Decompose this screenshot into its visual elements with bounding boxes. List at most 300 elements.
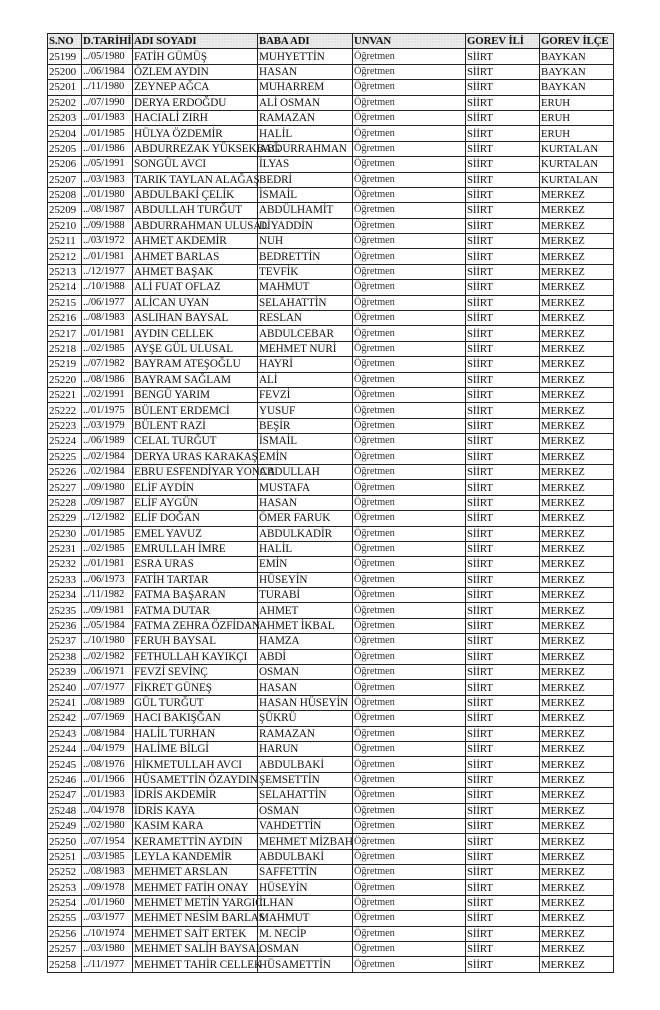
cell-title: Öğretmen [353,264,466,279]
cell-birth-date: ../03/1972 [82,234,133,249]
cell-birth-date: ../06/1984 [82,64,133,79]
cell-title: Öğretmen [353,695,466,710]
cell-province: SİİRT [466,234,540,249]
cell-father-name: İLYAS [258,157,353,172]
cell-sno: 25225 [48,449,82,464]
cell-sno: 25251 [48,849,82,864]
cell-province: SİİRT [466,64,540,79]
cell-district: MERKEZ [540,526,614,541]
cell-title: Öğretmen [353,449,466,464]
cell-title: Öğretmen [353,880,466,895]
cell-title: Öğretmen [353,865,466,880]
cell-province: SİİRT [466,264,540,279]
cell-title: Öğretmen [353,203,466,218]
cell-province: SİİRT [466,588,540,603]
cell-title: Öğretmen [353,172,466,187]
cell-title: Öğretmen [353,818,466,833]
cell-sno: 25224 [48,434,82,449]
cell-father-name: İSMAİL [258,434,353,449]
cell-district: MERKEZ [540,818,614,833]
cell-title: Öğretmen [353,711,466,726]
cell-birth-date: ../03/1980 [82,942,133,957]
cell-father-name: ALİ [258,372,353,387]
cell-birth-date: ../08/1983 [82,311,133,326]
table-row [48,464,614,479]
cell-father-name: AHMET [258,603,353,618]
cell-birth-date: ../02/1991 [82,387,133,402]
cell-full-name: İDRİS AKDEMİR [133,788,258,803]
cell-district: MERKEZ [540,741,614,756]
cell-province: SİİRT [466,680,540,695]
cell-birth-date: ../09/1981 [82,603,133,618]
table-row [48,649,614,664]
cell-province: SİİRT [466,326,540,341]
cell-province: SİİRT [466,649,540,664]
table-row [48,172,614,187]
table-row [48,665,614,680]
cell-province: SİİRT [466,541,540,556]
cell-sno: 25207 [48,172,82,187]
cell-title: Öğretmen [353,249,466,264]
cell-birth-date: ../02/1980 [82,818,133,833]
cell-birth-date: ../03/1977 [82,911,133,926]
cell-province: SİİRT [466,449,540,464]
cell-birth-date: ../01/1981 [82,249,133,264]
cell-birth-date: ../12/1982 [82,511,133,526]
table-row [48,126,614,141]
cell-full-name: HACIALİ ZIRH [133,110,258,125]
cell-district: MERKEZ [540,449,614,464]
table-row [48,711,614,726]
cell-father-name: EMİN [258,557,353,572]
cell-father-name: FEVZİ [258,387,353,402]
table-row [48,295,614,310]
cell-district: KURTALAN [540,172,614,187]
cell-title: Öğretmen [353,403,466,418]
cell-district: MERKEZ [540,957,614,972]
cell-full-name: İDRİS KAYA [133,803,258,818]
cell-title: Öğretmen [353,634,466,649]
cell-district: MERKEZ [540,295,614,310]
cell-birth-date: ../07/1982 [82,357,133,372]
table-row [48,618,614,633]
cell-birth-date: ../03/1983 [82,172,133,187]
cell-full-name: AHMET BARLAS [133,249,258,264]
cell-province: SİİRT [466,741,540,756]
cell-district: MERKEZ [540,880,614,895]
cell-district: MERKEZ [540,834,614,849]
cell-father-name: TURABİ [258,588,353,603]
header-father-name: BABA ADI [258,34,353,49]
cell-title: Öğretmen [353,387,466,402]
cell-title: Öğretmen [353,234,466,249]
cell-sno: 25241 [48,695,82,710]
cell-district: MERKEZ [540,757,614,772]
cell-father-name: RAMAZAN [258,110,353,125]
table-row [48,588,614,603]
cell-full-name: MEHMET ARSLAN [133,865,258,880]
cell-province: SİİRT [466,95,540,110]
cell-birth-date: ../04/1979 [82,741,133,756]
cell-district: MERKEZ [540,926,614,941]
cell-sno: 25223 [48,418,82,433]
cell-full-name: TARIK TAYLAN ALAĞAŞ [134,173,260,186]
cell-title: Öğretmen [353,957,466,972]
table-row [48,788,614,803]
cell-province: SİİRT [466,203,540,218]
cell-full-name: FEVZİ SEVİNÇ [133,665,258,680]
table-row [48,695,614,710]
table-row [48,572,614,587]
cell-sno: 25244 [48,741,82,756]
table-row [48,64,614,79]
cell-title: Öğretmen [353,49,466,64]
table-row [48,372,614,387]
cell-birth-date: ../10/1988 [82,280,133,295]
cell-father-name: ABDULBAKİ [258,849,353,864]
cell-sno: 25208 [48,187,82,202]
cell-full-name: ABDURRAHMAN ULUSAL [134,219,269,232]
cell-province: SİİRT [466,218,540,233]
cell-full-name: ASLIHAN BAYSAL [133,311,258,326]
cell-father-name: MUSTAFA [258,480,353,495]
cell-full-name: EMEL YAVUZ [133,526,258,541]
table-row [48,495,614,510]
cell-district: MERKEZ [540,588,614,603]
cell-sno: 25255 [48,911,82,926]
cell-father-name: SELAHATTİN [258,788,353,803]
table-row [48,95,614,110]
cell-full-name: ÖZLEM AYDIN [133,64,258,79]
table-row [48,511,614,526]
cell-sno: 25200 [48,64,82,79]
cell-district: MERKEZ [540,418,614,433]
cell-district: MERKEZ [540,357,614,372]
cell-sno: 25237 [48,634,82,649]
table-row [48,557,614,572]
cell-birth-date: ../01/1960 [82,895,133,910]
cell-district: MERKEZ [540,203,614,218]
cell-father-name: ABDULLAH [258,464,353,479]
cell-birth-date: ../09/1987 [82,495,133,510]
cell-sno: 25234 [48,588,82,603]
cell-birth-date: ../01/1966 [82,772,133,787]
cell-title: Öğretmen [353,95,466,110]
table-row [48,218,614,233]
table-row [48,480,614,495]
cell-province: SİİRT [466,818,540,833]
cell-title: Öğretmen [353,803,466,818]
cell-district: MERKEZ [540,541,614,556]
cell-title: Öğretmen [353,757,466,772]
cell-birth-date: ../11/1980 [82,80,133,95]
cell-district: MERKEZ [540,680,614,695]
cell-father-name: MUHYETTİN [258,49,353,64]
cell-district: MERKEZ [540,511,614,526]
cell-full-name: FETHULLAH KAYIKÇI [133,649,258,664]
cell-full-name: HÜSAMETTİN ÖZAYDIN [134,773,258,786]
cell-title: Öğretmen [353,64,466,79]
cell-title: Öğretmen [353,741,466,756]
cell-district: MERKEZ [540,618,614,633]
cell-province: SİİRT [466,618,540,633]
cell-district: MERKEZ [540,711,614,726]
cell-full-name: HİKMETULLAH AVCI [133,757,258,772]
cell-province: SİİRT [466,495,540,510]
cell-birth-date: ../04/1978 [82,803,133,818]
cell-district: BAYKAN [540,64,614,79]
cell-province: SİİRT [466,357,540,372]
cell-birth-date: ../08/1983 [82,865,133,880]
cell-province: SİİRT [466,895,540,910]
cell-sno: 25252 [48,865,82,880]
cell-father-name: HASAN HÜSEYİN [258,695,353,710]
cell-sno: 25201 [48,80,82,95]
cell-father-name: RESLAN [258,311,353,326]
cell-sno: 25213 [48,264,82,279]
cell-title: Öğretmen [353,110,466,125]
cell-father-name: ABDURRAHMAN [258,141,353,156]
cell-province: SİİRT [466,526,540,541]
cell-district: MERKEZ [540,495,614,510]
cell-birth-date: ../01/1983 [82,110,133,125]
cell-sno: 25243 [48,726,82,741]
cell-full-name: SONGÜL AVCI [133,157,258,172]
cell-province: SİİRT [466,772,540,787]
cell-province: SİİRT [466,141,540,156]
cell-province: SİİRT [466,295,540,310]
table-row [48,541,614,556]
cell-sno: 25247 [48,788,82,803]
cell-sno: 25235 [48,603,82,618]
cell-father-name: SELAHATTİN [258,295,353,310]
cell-father-name: BEDRİ [258,172,353,187]
cell-sno: 25203 [48,110,82,125]
cell-title: Öğretmen [353,157,466,172]
cell-full-name: ZEYNEP AĞCA [133,80,258,95]
cell-province: SİİRT [466,387,540,402]
cell-district: MERKEZ [540,434,614,449]
cell-full-name: MEHMET SAİT ERTEK [133,926,258,941]
cell-birth-date: ../01/1983 [82,788,133,803]
table-row [48,603,614,618]
cell-province: SİİRT [466,634,540,649]
cell-birth-date: ../01/1981 [82,326,133,341]
cell-father-name: BEDRETTİN [258,249,353,264]
cell-province: SİİRT [466,711,540,726]
cell-birth-date: ../03/1985 [82,849,133,864]
cell-district: BAYKAN [540,49,614,64]
cell-full-name: BÜLENT ERDEMCİ [133,403,258,418]
cell-sno: 25230 [48,526,82,541]
cell-district: MERKEZ [540,942,614,957]
table-row [48,203,614,218]
cell-sno: 25228 [48,495,82,510]
table-row [48,326,614,341]
cell-district: KURTALAN [540,141,614,156]
cell-district: KURTALAN [540,157,614,172]
cell-father-name: HASAN [258,64,353,79]
cell-title: Öğretmen [353,849,466,864]
cell-sno: 25238 [48,649,82,664]
table-row [48,418,614,433]
cell-full-name: EBRU ESFENDİYAR YONCA [134,466,276,479]
cell-province: SİİRT [466,126,540,141]
cell-sno: 25229 [48,511,82,526]
cell-title: Öğretmen [353,788,466,803]
cell-district: MERKEZ [540,849,614,864]
cell-sno: 25248 [48,803,82,818]
personnel-table [47,33,614,973]
cell-birth-date: ../08/1986 [82,372,133,387]
cell-full-name: AHMET AKDEMİR [133,234,258,249]
cell-sno: 25233 [48,572,82,587]
cell-father-name: ABDULKADİR [258,526,353,541]
cell-father-name: M. NECİP [258,926,353,941]
cell-sno: 25220 [48,372,82,387]
cell-birth-date: ../06/1989 [82,434,133,449]
cell-province: SİİRT [466,372,540,387]
cell-province: SİİRT [466,880,540,895]
cell-birth-date: ../09/1980 [82,480,133,495]
cell-father-name: TEVFİK [258,264,353,279]
cell-father-name: BEŞİR [258,418,353,433]
cell-district: MERKEZ [540,280,614,295]
cell-sno: 25253 [48,880,82,895]
cell-birth-date: ../01/1975 [82,403,133,418]
cell-title: Öğretmen [353,726,466,741]
table-row [48,187,614,202]
cell-sno: 25206 [48,157,82,172]
cell-district: MERKEZ [540,311,614,326]
cell-father-name: HÜSEYİN [258,572,353,587]
cell-sno: 25205 [48,141,82,156]
cell-title: Öğretmen [353,772,466,787]
cell-district: ERUH [540,110,614,125]
cell-district: ERUH [540,126,614,141]
cell-full-name: EMRULLAH İMRE [133,541,258,556]
cell-district: MERKEZ [540,249,614,264]
table-row [48,141,614,156]
table-row [48,341,614,356]
cell-district: MERKEZ [540,634,614,649]
cell-province: SİİRT [466,803,540,818]
cell-full-name: FİKRET GÜNEŞ [133,680,258,695]
cell-sno: 25256 [48,926,82,941]
cell-full-name: AYDIN CELLEK [133,326,258,341]
cell-sno: 25215 [48,295,82,310]
cell-title: Öğretmen [353,295,466,310]
cell-father-name: AHMET İKBAL [258,618,353,633]
cell-father-name: ALİ OSMAN [258,95,353,110]
cell-district: MERKEZ [540,464,614,479]
cell-birth-date: ../05/1991 [82,157,133,172]
cell-province: SİİRT [466,788,540,803]
cell-sno: 25217 [48,326,82,341]
cell-title: Öğretmen [353,464,466,479]
cell-title: Öğretmen [353,280,466,295]
cell-title: Öğretmen [353,588,466,603]
table-row [48,895,614,910]
cell-province: SİİRT [466,110,540,125]
cell-full-name: AHMET BAŞAK [133,264,258,279]
cell-birth-date: ../03/1979 [82,418,133,433]
cell-full-name: MEHMET METİN YARGICI [134,897,267,910]
cell-full-name: BAYRAM ATEŞOĞLU [133,357,258,372]
cell-province: SİİRT [466,464,540,479]
cell-title: Öğretmen [353,326,466,341]
cell-province: SİİRT [466,726,540,741]
table-row [48,526,614,541]
cell-sno: 25250 [48,834,82,849]
cell-district: MERKEZ [540,187,614,202]
cell-title: Öğretmen [353,341,466,356]
table-row [48,926,614,941]
cell-title: Öğretmen [353,372,466,387]
cell-birth-date: ../11/1982 [82,588,133,603]
cell-sno: 25211 [48,234,82,249]
cell-birth-date: ../11/1977 [82,957,133,972]
cell-title: Öğretmen [353,495,466,510]
cell-district: MERKEZ [540,341,614,356]
cell-father-name: RAMAZAN [258,726,353,741]
cell-province: SİİRT [466,557,540,572]
cell-father-name: MUHARREM [258,80,353,95]
cell-title: Öğretmen [353,541,466,556]
table-row [48,865,614,880]
cell-province: SİİRT [466,172,540,187]
cell-birth-date: ../02/1985 [82,341,133,356]
cell-father-name: HAMZA [258,634,353,649]
cell-birth-date: ../02/1985 [82,541,133,556]
table-row [48,911,614,926]
table-row [48,311,614,326]
table-row [48,249,614,264]
cell-province: SİİRT [466,280,540,295]
cell-full-name: FERUH BAYSAL [133,634,258,649]
cell-title: Öğretmen [353,141,466,156]
cell-province: SİİRT [466,865,540,880]
cell-full-name: DERYA URAS KARAKAŞ [134,450,258,463]
cell-district: MERKEZ [540,218,614,233]
cell-district: MERKEZ [540,234,614,249]
cell-full-name: ALİ FUAT OFLAZ [133,280,258,295]
cell-province: SİİRT [466,403,540,418]
cell-province: SİİRT [466,49,540,64]
table-row [48,849,614,864]
cell-province: SİİRT [466,511,540,526]
table-row [48,434,614,449]
cell-father-name: HASAN [258,680,353,695]
header-sno: S.NO [48,34,82,49]
cell-sno: 25199 [48,49,82,64]
cell-father-name: ŞÜKRÜ [258,711,353,726]
cell-sno: 25249 [48,818,82,833]
header-province: GOREV İLİ [466,34,540,49]
cell-birth-date: ../01/1980 [82,187,133,202]
header-full-name: ADI SOYADI [133,34,258,49]
cell-father-name: HALİL [258,126,353,141]
cell-title: Öğretmen [353,126,466,141]
cell-sno: 25202 [48,95,82,110]
cell-full-name: FATİH TARTAR [133,572,258,587]
cell-district: MERKEZ [540,726,614,741]
cell-birth-date: ../10/1974 [82,926,133,941]
cell-province: SİİRT [466,341,540,356]
cell-district: BAYKAN [540,80,614,95]
cell-full-name: DERYA ERDOĞDU [133,95,258,110]
cell-father-name: DİYADDİN [258,218,353,233]
